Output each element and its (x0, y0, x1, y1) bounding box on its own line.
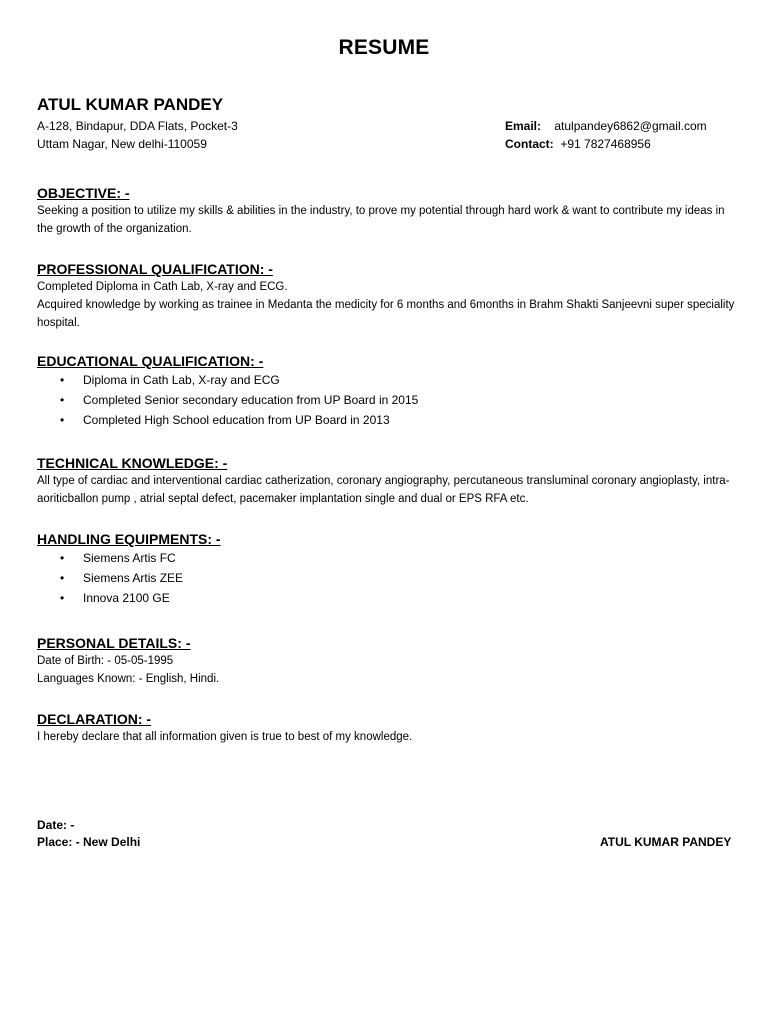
list-item: • Completed Senior secondary education from UP Board in 2015 (37, 390, 738, 410)
educational-section (37, 352, 738, 430)
educational-list (37, 370, 738, 430)
declaration-heading: DECLARATION: - (37, 711, 152, 727)
date-of-birth: Date of Birth: - 05-05-1995 (37, 655, 174, 667)
email-label: Email: (505, 119, 542, 133)
objective-text: Seeking a position to utilize my skills & abilities in the industry, to prove my potential through hard work & want to contribute my ideas in the growth of the organization. (37, 205, 725, 235)
educational-heading: EDUCATIONAL QUALIFICATION: - (37, 353, 264, 369)
bullet-icon: • (60, 393, 65, 407)
email-row (505, 117, 707, 135)
personal-section (37, 634, 738, 688)
address-line-2: Uttam Nagar, New delhi-110059 (37, 137, 207, 151)
declaration-text: I hereby declare that all information given is true to best of my knowledge. (37, 731, 413, 743)
languages-known: Languages Known: - English, Hindi. (37, 673, 220, 685)
address-line-1: A-128, Bindapur, DDA Flats, Pocket-3 (37, 119, 238, 133)
list-item: • Diploma in Cath Lab, X-ray and ECG (37, 370, 738, 390)
bullet-icon: • (60, 373, 65, 387)
address-block (37, 117, 238, 153)
list-item: • Siemens Artis FC (37, 548, 738, 568)
bullet-icon: • (60, 551, 65, 565)
footer-date: Date: - (37, 818, 75, 832)
declaration-section (37, 710, 738, 746)
objective-section (37, 184, 738, 238)
footer-place: Place: - New Delhi (37, 835, 141, 849)
list-item: • Innova 2100 GE (37, 588, 738, 608)
phone-label: Contact: (505, 137, 554, 151)
bullet-icon: • (60, 571, 65, 585)
professional-line-2: Acquired knowledge by working as trainee in Medanta the medicity for 6 months and 6months in Brahm Shakti Sanjeevni super speciality hospital. (37, 299, 735, 329)
equipments-list (37, 548, 738, 608)
personal-heading: PERSONAL DETAILS: - (37, 635, 191, 651)
document-title: RESUME (338, 36, 430, 59)
professional-line-1: Completed Diploma in Cath Lab, X-ray and ECG. (37, 281, 288, 293)
objective-heading: OBJECTIVE: - (37, 185, 130, 201)
email-value: atulpandey6862@gmail.com (554, 119, 707, 133)
candidate-name: ATUL KUMAR PANDEY (37, 95, 224, 114)
equipments-section (37, 530, 738, 608)
equipments-heading: HANDLING EQUIPMENTS: - (37, 531, 221, 547)
bullet-icon: • (60, 413, 65, 427)
contact-block (505, 117, 707, 153)
footer-left (37, 817, 140, 851)
technical-heading: TECHNICAL KNOWLEDGE: - (37, 455, 228, 471)
list-item: • Completed High School education from UP Board in 2013 (37, 410, 738, 430)
phone-value: +91 7827468956 (560, 137, 651, 151)
professional-heading: PROFESSIONAL QUALIFICATION: - (37, 261, 273, 277)
list-item: • Siemens Artis ZEE (37, 568, 738, 588)
bullet-icon: • (60, 591, 65, 605)
professional-section (37, 260, 738, 332)
phone-row (505, 135, 707, 153)
signature-name: ATUL KUMAR PANDEY (600, 835, 732, 849)
technical-text: All type of cardiac and interventional cardiac catherization, coronary angiography, percutaneous transluminal coronary angioplasty, intra-aoriticballon pump , atrial septal defect, pacemaker implantation single and dual or EPS RFA etc. (37, 475, 730, 505)
technical-section (37, 454, 738, 508)
